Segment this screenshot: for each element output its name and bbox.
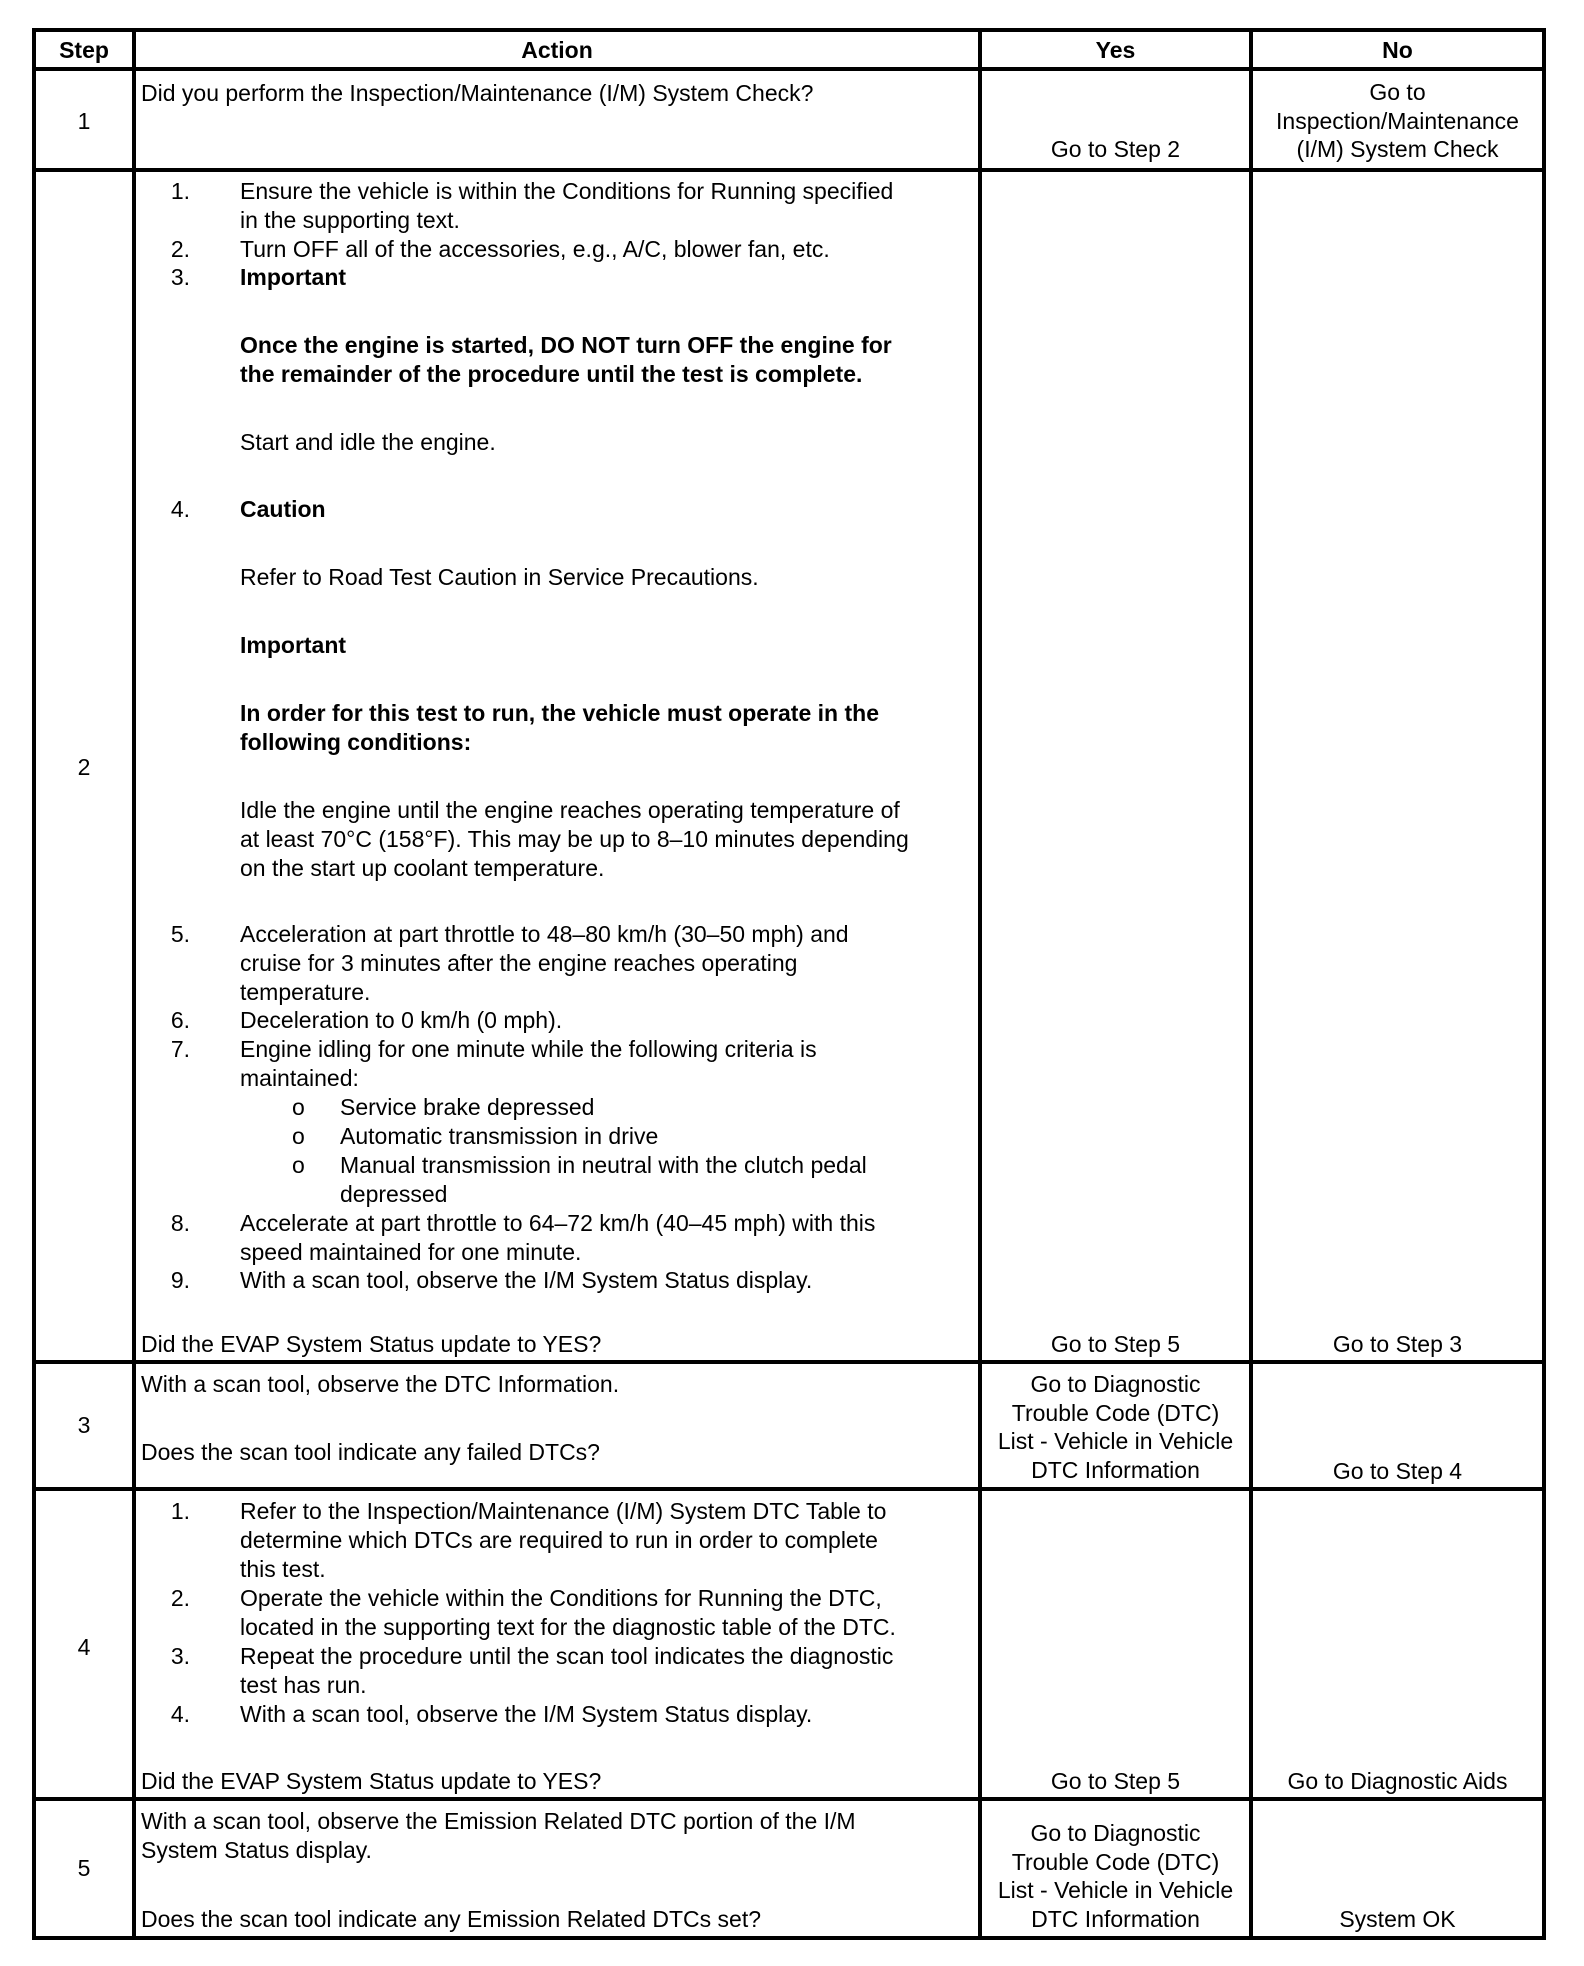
action-question: Does the scan tool indicate any failed DTCs? xyxy=(141,1439,600,1465)
bullet-text: Service brake depressed xyxy=(340,1094,595,1120)
action-line xyxy=(141,1807,856,1864)
list-text: cruise for 3 minutes after the engine reaches operating xyxy=(240,950,798,976)
yes-line: Trouble Code (DTC) xyxy=(1011,1848,1220,1875)
list-text: Operate the vehicle within the Conditions for Running the DTC, xyxy=(240,1585,882,1611)
list-text: Engine idling for one minute while the following criteria is xyxy=(240,1036,817,1062)
important-label: Important xyxy=(240,264,347,290)
list-text: Refer to the Inspection/Maintenance (I/M) System DTC Table to xyxy=(240,1498,887,1524)
step-number: 3 xyxy=(77,1412,91,1438)
header-yes: Yes xyxy=(1095,37,1136,63)
list-text: With a scan tool, observe the I/M System Status display. xyxy=(240,1267,813,1293)
no-line: Go to xyxy=(1369,79,1426,105)
list-text: test has run. xyxy=(240,1672,367,1698)
yes-link[interactable]: Go to Step 5 xyxy=(1050,1331,1181,1357)
list-number: 1. xyxy=(170,178,190,204)
yes-link[interactable] xyxy=(982,1370,1249,1484)
list-text: temperature. xyxy=(240,979,371,1005)
bullet-mark: o xyxy=(292,1094,305,1120)
list-number: 3. xyxy=(170,1643,190,1669)
header-step: Step xyxy=(59,37,109,63)
list-number: 3. xyxy=(170,264,190,290)
important-label: Important xyxy=(240,632,347,658)
yes-line: Go to Diagnostic xyxy=(1030,1820,1201,1846)
yes-link[interactable]: Go to Step 5 xyxy=(1050,1768,1181,1794)
no-link[interactable]: Go to Step 3 xyxy=(1332,1331,1463,1357)
caution-label: Caution xyxy=(240,496,326,522)
list-text: located in the supporting text for the diagnostic table of the DTC. xyxy=(240,1614,896,1640)
list-text: maintained: xyxy=(240,1065,359,1091)
bullet-text: Automatic transmission in drive xyxy=(340,1123,659,1149)
list-number: 2. xyxy=(170,1585,190,1611)
action-question: Did the EVAP System Status update to YES? xyxy=(141,1768,602,1794)
list-text: at least 70°C (158°F). This may be up to 8–10 minutes depending xyxy=(240,826,909,852)
list-text: Deceleration to 0 km/h (0 mph). xyxy=(240,1007,563,1033)
action-question: Did the EVAP System Status update to YES? xyxy=(141,1331,602,1357)
yes-link[interactable]: Go to Step 2 xyxy=(1050,136,1181,162)
row-divider xyxy=(32,168,1546,172)
step-number: 4 xyxy=(77,1634,91,1660)
yes-line: DTC Information xyxy=(1031,1456,1200,1483)
action-question: Did you perform the Inspection/Maintenance (I/M) System Check? xyxy=(141,80,814,106)
action-text: System Status display. xyxy=(141,1836,372,1863)
step-number: 5 xyxy=(77,1855,91,1881)
list-text: Idle the engine until the engine reaches operating temperature of xyxy=(240,797,900,823)
column-divider xyxy=(132,28,136,1939)
yes-line: Trouble Code (DTC) xyxy=(1011,1399,1220,1426)
list-number: 8. xyxy=(170,1210,190,1236)
important-text: In order for this test to run, the vehicle must operate in the xyxy=(240,700,879,726)
action-question: Does the scan tool indicate any Emission Related DTCs set? xyxy=(141,1906,762,1932)
no-link[interactable]: Go to Diagnostic Aids xyxy=(1287,1768,1508,1794)
yes-line: DTC Information xyxy=(1031,1905,1200,1932)
bullet-text: depressed xyxy=(340,1181,448,1207)
no-line: Inspection/Maintenance xyxy=(1276,107,1519,134)
list-number: 1. xyxy=(170,1498,190,1524)
list-text: Repeat the procedure until the scan tool indicates the diagnostic xyxy=(240,1643,894,1669)
list-text: Ensure the vehicle is within the Conditions for Running specified xyxy=(240,178,894,204)
action-text: With a scan tool, observe the Emission Related DTC portion of the I/M xyxy=(141,1808,856,1834)
important-text: Once the engine is started, DO NOT turn OFF the engine for xyxy=(240,332,892,358)
list-text: this test. xyxy=(240,1556,326,1582)
header-no: No xyxy=(1382,37,1413,63)
row-divider xyxy=(32,1797,1546,1801)
yes-line: Go to Diagnostic xyxy=(1030,1371,1201,1397)
list-number: 9. xyxy=(170,1267,190,1293)
no-link[interactable] xyxy=(1253,78,1542,164)
table-border-bottom xyxy=(32,1936,1546,1940)
step-number: 1 xyxy=(77,108,91,134)
list-number: 5. xyxy=(170,921,190,947)
step-number: 2 xyxy=(77,754,91,780)
list-number: 2. xyxy=(170,236,190,262)
row-divider xyxy=(32,1487,1546,1491)
list-text: determine which DTCs are required to run in order to complete xyxy=(240,1527,878,1553)
action-line: With a scan tool, observe the DTC Information. xyxy=(141,1371,620,1397)
table-border-right xyxy=(1542,28,1546,1939)
bullet-text: Manual transmission in neutral with the clutch pedal xyxy=(340,1152,867,1178)
row-divider xyxy=(32,67,1546,71)
list-text: With a scan tool, observe the I/M System Status display. xyxy=(240,1701,813,1727)
no-line: (I/M) System Check xyxy=(1296,136,1499,163)
list-number: 7. xyxy=(170,1036,190,1062)
yes-line: List - Vehicle in Vehicle xyxy=(997,1877,1234,1904)
list-text: speed maintained for one minute. xyxy=(240,1239,582,1265)
list-text: Acceleration at part throttle to 48–80 km/h (30–50 mph) and xyxy=(240,921,849,947)
important-text: the remainder of the procedure until the test is complete. xyxy=(240,361,863,387)
no-link[interactable]: Go to Step 4 xyxy=(1332,1458,1463,1484)
bullet-mark: o xyxy=(292,1152,305,1178)
header-action: Action xyxy=(521,37,593,63)
no-link[interactable]: System OK xyxy=(1339,1906,1456,1932)
list-number: 4. xyxy=(170,1701,190,1727)
list-number: 6. xyxy=(170,1007,190,1033)
list-text: in the supporting text. xyxy=(240,207,460,233)
yes-link[interactable] xyxy=(982,1819,1249,1933)
bullet-mark: o xyxy=(292,1123,305,1149)
row-divider xyxy=(32,1360,1546,1364)
list-text: Start and idle the engine. xyxy=(240,429,496,455)
list-text: on the start up coolant temperature. xyxy=(240,855,605,881)
column-divider xyxy=(1249,28,1253,1939)
yes-line: List - Vehicle in Vehicle xyxy=(997,1428,1234,1455)
important-text: following conditions: xyxy=(240,729,472,755)
list-text: Accelerate at part throttle to 64–72 km/h (40–45 mph) with this xyxy=(240,1210,876,1236)
table-border-top xyxy=(32,28,1546,32)
column-divider xyxy=(978,28,982,1939)
caution-text: Refer to Road Test Caution in Service Precautions. xyxy=(240,564,759,590)
list-text: Turn OFF all of the accessories, e.g., A/C, blower fan, etc. xyxy=(240,236,830,262)
list-number: 4. xyxy=(170,496,190,522)
